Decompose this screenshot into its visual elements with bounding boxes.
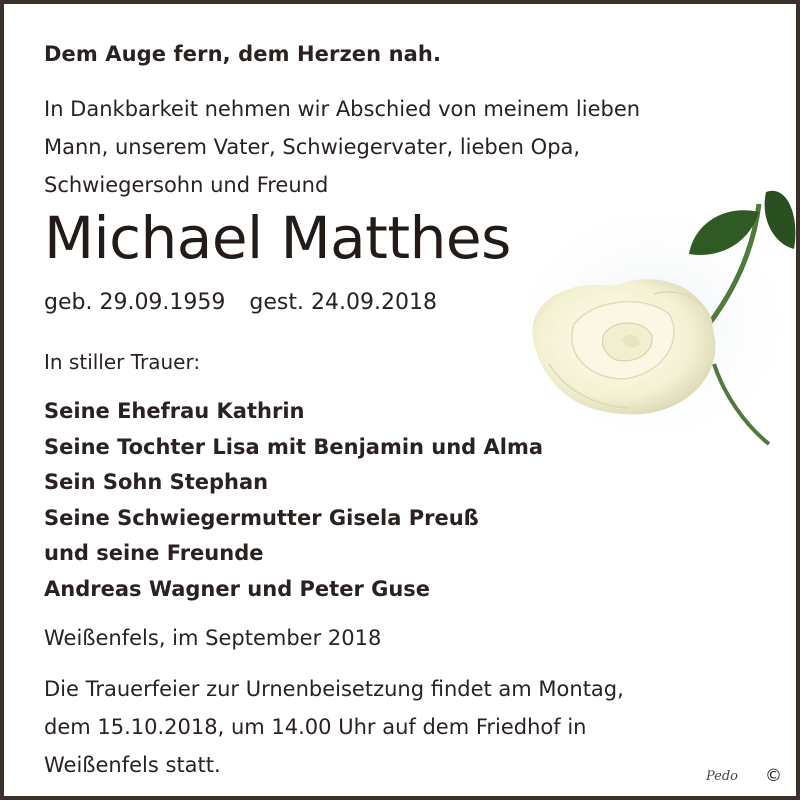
mourner: und seine Freunde [44, 541, 264, 565]
mourner: Sein Sohn Stephan [44, 470, 269, 494]
funeral-line: Weißenfels statt. [44, 753, 221, 777]
mourning-label: In stiller Trauer: [44, 350, 201, 374]
copyright-mark: © [765, 766, 782, 786]
mourner: Seine Tochter Lisa mit Benjamin und Alma [44, 434, 544, 459]
intro-line: In Dankbarkeit nehmen wir Abschied von meinem lieben [44, 97, 641, 121]
designer-signature: Pedo [705, 769, 738, 784]
mourner: Seine Schwiegermutter Gisela Preuß [44, 505, 479, 530]
funeral-line: dem 15.10.2018, um 14.00 Uhr auf dem Friedhof in [44, 715, 587, 739]
death-date: gest. 24.09.2018 [249, 290, 437, 315]
funeral-info [44, 670, 624, 784]
place-date: Weißenfels, im September 2018 [44, 626, 382, 650]
mourner: Andreas Wagner und Peter Guse [44, 576, 431, 601]
funeral-line: Die Trauerfeier zur Urnenbeisetzung findet am Montag, [44, 677, 624, 701]
intro-text [44, 90, 640, 204]
mourner: Seine Ehefrau Kathrin [44, 399, 305, 423]
motto: Dem Auge fern, dem Herzen nah. [44, 42, 442, 66]
mourners-list [44, 394, 543, 607]
intro-line: Mann, unserem Vater, Schwiegervater, lieben Opa, [44, 135, 581, 159]
birth-date: geb. 29.09.1959 [44, 290, 226, 315]
white-rose-icon [504, 174, 800, 494]
intro-line: Schwiegersohn und Freund [44, 173, 329, 197]
deceased-name: Michael Matthes [44, 204, 511, 272]
life-dates [44, 290, 437, 315]
